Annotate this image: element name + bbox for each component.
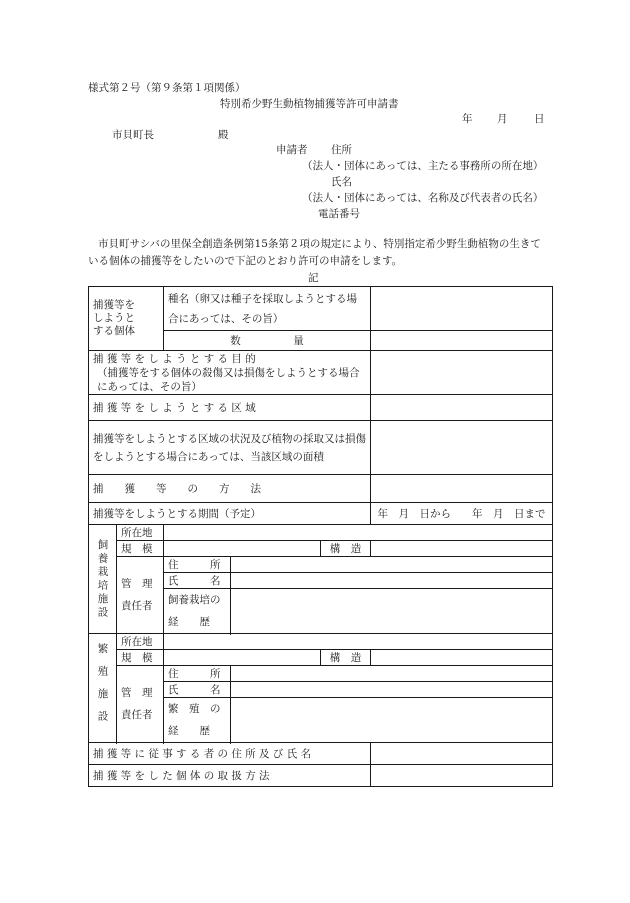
method-value[interactable]: [371, 475, 553, 503]
facility1-structure-label: 構 造: [321, 541, 371, 557]
addressee: 市貝町長: [112, 129, 154, 141]
area-status-label: 捕獲等をしようとする区域の状況及び植物の採取又は損傷をしようとする場合にあっては、当該区域の面積: [89, 421, 371, 475]
species-value[interactable]: [371, 287, 553, 331]
species-label: 種名（卵又は種子を採取しようとする場合にあっては、その旨）: [164, 287, 371, 331]
facility1-mgr-name-label: 氏 名: [164, 573, 231, 589]
facility2-label: 繁殖施設: [89, 634, 117, 743]
handling-value[interactable]: [371, 765, 553, 787]
facility1-scale-label: 規 模: [117, 541, 164, 557]
handling-label: 捕 獲 等 を し た 個 体 の 取 扱 方 法: [89, 765, 371, 787]
phone-label: 電話番号: [318, 208, 360, 220]
facility2-structure-value[interactable]: [371, 650, 553, 666]
workers-label: 捕 獲 等 に 従 事 す る 者 の 住 所 及 び 氏 名: [89, 743, 371, 765]
applicant-label: 申請者: [276, 144, 308, 156]
facility2-mgr-exp-value[interactable]: [231, 698, 553, 743]
facility1-structure-value[interactable]: [371, 541, 553, 557]
purpose-value[interactable]: [371, 351, 553, 395]
facility1-mgr-name-value[interactable]: [231, 573, 553, 589]
workers-value[interactable]: [371, 743, 553, 765]
form-number: 様式第２号（第９条第１項関係）: [88, 82, 246, 94]
application-table: [88, 286, 553, 787]
facility1-mgr-address-label: 住 所: [164, 557, 231, 573]
facility2-location-value[interactable]: [164, 634, 553, 650]
facility2-manager-label: 管 理 責任者: [117, 666, 164, 743]
name-label: 氏名: [331, 176, 352, 188]
facility2-mgr-address-value[interactable]: [231, 666, 553, 682]
intro-paragraph: 市貝町サシバの里保全創造条例第15条第２項の規定により、特別指定希少野生動植物の生きている個体の捕獲等をしたいので下記のとおり許可の申請をします。: [88, 238, 541, 267]
facility1-location-label: 所在地: [117, 525, 164, 541]
name-note: （法人・団体にあっては、名称及び代表者の氏名）: [302, 192, 544, 204]
facility1-mgr-address-value[interactable]: [231, 557, 553, 573]
facility1-manager-label: 管 理 責任者: [117, 557, 164, 634]
area-value[interactable]: [371, 395, 553, 421]
date-month: 月: [497, 113, 508, 125]
facility2-structure-label: 構 造: [321, 650, 371, 666]
facility2-mgr-exp-label: 繁 殖 の経 歴: [164, 698, 231, 743]
date-year: 年: [462, 113, 473, 125]
facility1-label: 飼養栽培施設: [89, 525, 117, 634]
quantity-value[interactable]: [371, 331, 553, 351]
period-label: 捕獲等をしようとする期間（予定）: [89, 503, 371, 525]
date-day: 日: [534, 113, 545, 125]
ki-marker: 記: [308, 272, 319, 284]
quantity-label: 数 量: [164, 331, 371, 351]
facility1-mgr-exp-value[interactable]: [231, 589, 553, 634]
facility2-location-label: 所在地: [117, 634, 164, 650]
form-title: 特別希少野生動植物捕獲等許可申請書: [220, 98, 399, 110]
address-note: （法人・団体にあっては、主たる事務所の所在地）: [302, 160, 544, 172]
area-label: 捕 獲 等 を し よ う と す る 区 域: [89, 395, 371, 421]
facility1-scale-value[interactable]: [164, 541, 321, 557]
facility1-location-value[interactable]: [164, 525, 553, 541]
period-value[interactable]: 年 月 日から 年 月 日まで: [371, 503, 553, 525]
honorific: 殿: [218, 129, 229, 141]
target-label: 捕獲等をしようとする個体: [89, 287, 164, 351]
facility1-mgr-exp-label: 飼養栽培の経 歴: [164, 589, 231, 634]
method-label: 捕 獲 等 の 方 法: [89, 475, 371, 503]
facility2-scale-label: 規 模: [117, 650, 164, 666]
purpose-label: 捕 獲 等 を し よ う と す る 目 的 （捕獲等をする個体の殺傷又は損傷をしようとする場合にあっては、その旨）: [89, 351, 371, 395]
facility2-mgr-address-label: 住 所: [164, 666, 231, 682]
facility2-mgr-name-label: 氏 名: [164, 682, 231, 698]
area-status-value[interactable]: [371, 421, 553, 475]
facility2-mgr-name-value[interactable]: [231, 682, 553, 698]
address-label: 住所: [331, 144, 352, 156]
facility2-scale-value[interactable]: [164, 650, 321, 666]
